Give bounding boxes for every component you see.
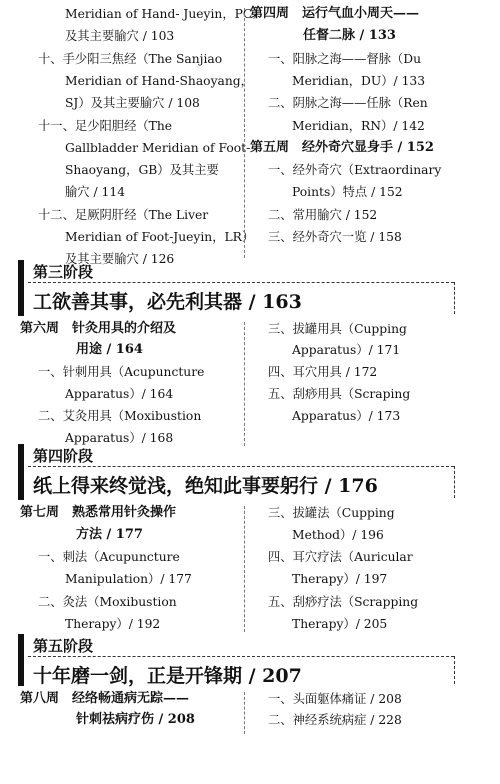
toc-line: Method）/ 196	[292, 528, 384, 542]
column-divider	[244, 8, 245, 258]
stage-divider	[454, 466, 455, 498]
stage-divider	[28, 656, 454, 657]
stage-title: 纸上得来终觉浅，绝知此事要躬行 / 176	[33, 475, 378, 497]
toc-line: 二、阴脉之海——任脉（Ren	[268, 96, 428, 110]
toc-line: Points）特点 / 152	[292, 185, 403, 199]
stage-label: 第三阶段	[33, 263, 94, 281]
stage-divider	[454, 656, 455, 684]
toc-line: Manipulation）/ 177	[65, 572, 192, 586]
toc-line: 三、经外奇穴一览 / 158	[268, 230, 402, 244]
toc-line: Apparatus）/ 164	[65, 387, 174, 401]
week-heading: 第七周 熟悉常用针灸操作	[20, 505, 177, 520]
week-heading: 针刺祛病疗伤 / 208	[76, 712, 195, 727]
toc-line: 五、刮痧用具（Scraping	[268, 387, 411, 401]
week-heading: 方法 / 177	[76, 527, 143, 542]
toc-line: 四、耳穴用具 / 172	[268, 365, 378, 379]
stage-label: 第四阶段	[33, 447, 94, 465]
toc-line: 及其主要腧穴 / 126	[65, 252, 175, 266]
toc-line: 十一、足少阳胆经（The	[38, 119, 173, 133]
toc-line: Apparatus）/ 168	[65, 431, 174, 445]
toc-line: 三、拔罐法（Cupping	[268, 506, 395, 520]
week-heading: 用途 / 164	[76, 342, 143, 357]
stage-title: 工欲善其事，必先利其器 / 163	[33, 291, 302, 313]
toc-line: 十、手少阳三焦经（The Sanjiao	[38, 52, 223, 66]
toc-line: Meridian of Hand-Shaoyang，	[65, 74, 253, 88]
toc-line: Meridian of Foot-Jueyin，LR）	[65, 230, 255, 244]
toc-line: Apparatus）/ 173	[292, 409, 401, 423]
column-divider	[244, 322, 245, 446]
column-divider	[244, 506, 245, 632]
toc-line: Meridian of Hand- Jueyin，PC）	[65, 7, 265, 21]
toc-line: 五、刮痧疗法（Scrapping	[268, 595, 419, 609]
stage-title: 十年磨一剑，正是开锋期 / 207	[33, 665, 302, 687]
week-heading: 任督二脉 / 133	[303, 28, 396, 43]
toc-line: 一、刺法（Acupuncture	[38, 550, 180, 564]
toc-line: Meridian，DU）/ 133	[292, 74, 426, 88]
toc-line: Therapy）/ 197	[292, 572, 388, 586]
stage-divider	[454, 282, 455, 314]
toc-line: 二、常用腧穴 / 152	[268, 208, 378, 222]
week-heading: 第四周 运行气血小周天——	[250, 6, 420, 21]
stage-header	[18, 260, 478, 318]
stage-header	[18, 634, 478, 688]
week-heading: 第五周 经外奇穴显身手 / 152	[250, 140, 434, 155]
stage-label: 第五阶段	[33, 637, 94, 655]
stage-bar	[18, 634, 24, 686]
stage-bar	[18, 444, 24, 500]
toc-line: 一、针刺用具（Acupuncture	[38, 365, 205, 379]
toc-line: 一、经外奇穴（Extraordinary	[268, 163, 442, 177]
toc-line: 及其主要腧穴 / 103	[65, 29, 175, 43]
toc-line: 四、耳穴疗法（Auricular	[268, 550, 413, 564]
stage-header	[18, 444, 478, 502]
toc-line: 一、头面躯体痛证 / 208	[268, 692, 402, 706]
toc-line: 二、艾灸用具（Moxibustion	[38, 409, 202, 423]
stage-bar	[18, 260, 24, 316]
stage-divider	[28, 282, 454, 283]
toc-line: 腧穴 / 114	[65, 185, 126, 199]
toc-line: Therapy）/ 205	[292, 617, 388, 631]
toc-line: 三、拔罐用具（Cupping	[268, 322, 407, 336]
toc-line: 二、灸法（Moxibustion	[38, 595, 177, 609]
toc-line: Apparatus）/ 171	[292, 343, 401, 357]
week-heading: 第六周 针灸用具的介绍及	[20, 321, 177, 336]
toc-line: Shaoyang，GB）及其主要	[65, 163, 219, 177]
toc-line: Therapy）/ 192	[65, 617, 161, 631]
toc-line: 一、阳脉之海——督脉（Du	[268, 52, 422, 66]
toc-line: 二、神经系统病症 / 228	[268, 713, 402, 727]
toc-line: SJ）及其主要腧穴 / 108	[65, 96, 200, 110]
toc-line: Gallbladder Meridian of Foot-	[65, 141, 251, 155]
toc-line: Meridian，RN）/ 142	[292, 119, 425, 133]
column-divider	[244, 692, 245, 734]
stage-divider	[28, 466, 454, 467]
toc-line: 十二、足厥阴肝经（The Liver	[38, 208, 209, 222]
week-heading: 第八周 经络畅通病无踪——	[20, 691, 190, 706]
